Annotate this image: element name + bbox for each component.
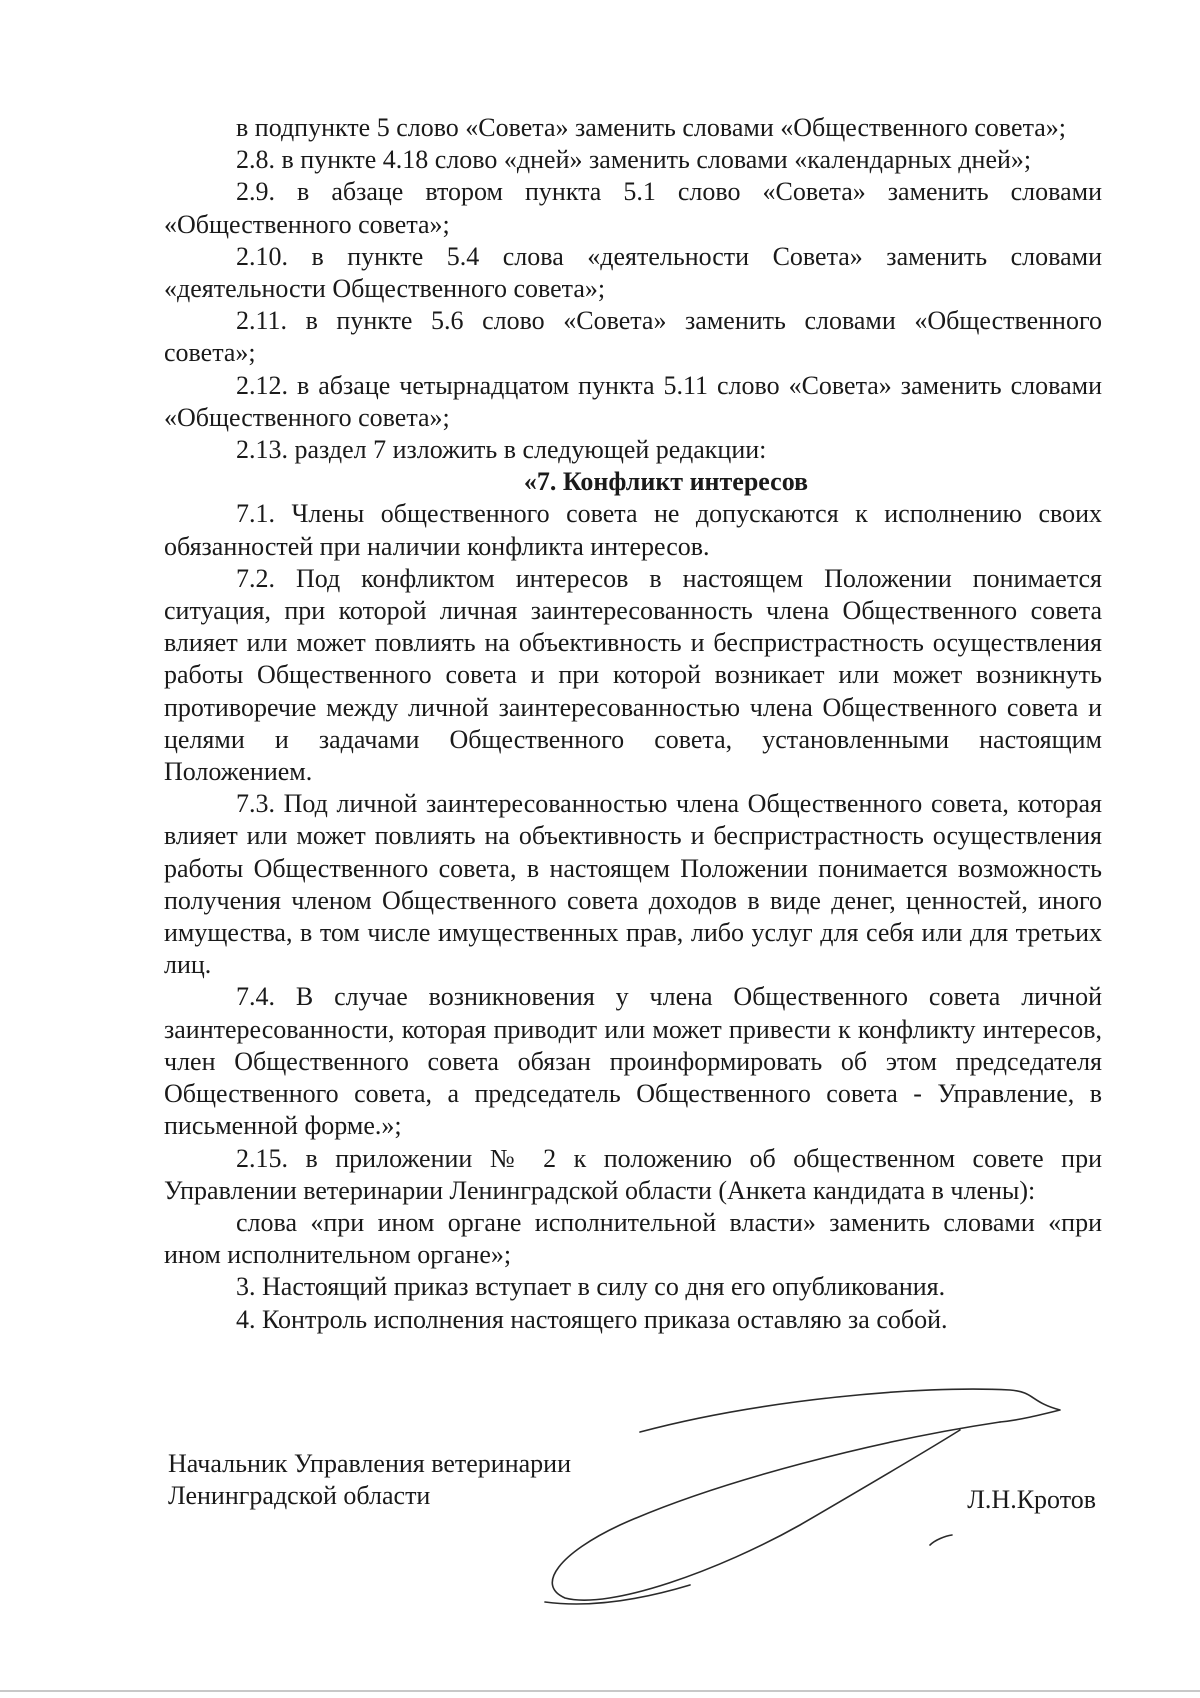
signature-block: [168, 1448, 1108, 1568]
paragraph-3: 3. Настоящий приказ вступает в силу со дня его опубликования.: [236, 1272, 946, 1302]
paragraph-7-4: 7.4. В случае возникновения у члена Общественного совета личной заинтересованности, которая приводит или может привести к конфликту интересов, член Общественного совета обязан проинформировать об этом председателя Общественного совета, а председатель Общественного совета - Управление, в письменной форме.»;: [164, 982, 1102, 1141]
signatory-title: [168, 1448, 571, 1512]
paragraph-2-11: 2.11. в пункте 5.6 слово «Совета» заменить словами «Общественного совета»;: [164, 306, 1102, 368]
paragraph-2-9: 2.9. в абзаце втором пункта 5.1 слово «Совета» заменить словами «Общественного совета»;: [164, 177, 1102, 239]
signatory-name: Л.Н.Кротов: [967, 1485, 1096, 1514]
paragraph-2-12: 2.12. в абзаце четырнадцатом пункта 5.11 слово «Совета» заменить словами «Общественного совета»;: [164, 370, 1102, 432]
signatory-title-line-1: Начальник Управления ветеринарии: [168, 1449, 571, 1478]
paragraph-subitem-5: в подпункте 5 слово «Совета» заменить словами «Общественного совета»;: [236, 113, 1067, 142]
paragraph-4: 4. Контроль исполнения настоящего приказа оставляю за собой.: [236, 1304, 948, 1334]
paragraph-7-3: 7.3. Под личной заинтересованностью члена Общественного совета, которая влияет или может повлиять на объективность и беспристрастность осуществления работы Общественного совета, в настоящем Положении понимается возможность получения членом Общественного совета доходов в виде денег, ценностей, иного имущества, в том числе имущественных прав, либо услуг для себя или для третьих лиц.: [164, 789, 1102, 980]
paragraph-2-8: 2.8. в пункте 4.18 слово «дней» заменить словами «календарных дней»;: [236, 145, 1032, 175]
paragraph-2-13: 2.13. раздел 7 изложить в следующей редакции:: [236, 435, 767, 465]
paragraph-7-2: 7.2. Под конфликтом интересов в настоящем Положении понимается ситуация, при которой личная заинтересованность члена Общественного совета влияет или может повлиять на объективность и беспристрастность осуществления работы Общественного совета и при которой возникает или может возникнуть противоречие между личной заинтересованностью члена Общественного совета и целями и задачами Общественного совета, установленными настоящим Положением.: [164, 563, 1102, 787]
document-body: [164, 112, 1102, 1336]
paragraph-7-1: 7.1. Члены общественного совета не допускаются к исполнению своих обязанностей при наличии конфликта интересов.: [164, 499, 1102, 561]
signature-stroke-3: [545, 1585, 690, 1604]
section-heading: «7. Конфликт интересов: [523, 467, 809, 497]
paragraph-2-10: 2.10. в пункте 5.4 слова «деятельности Совета» заменить словами «деятельности Общественного совета»;: [164, 241, 1102, 304]
signatory-title-line-2: Ленинградской области: [168, 1481, 431, 1510]
paragraph-replacement-words: слова «при ином органе исполнительной власти» заменить словами «при ином исполнительном органе»;: [164, 1207, 1102, 1270]
signature-stroke-1: [640, 1389, 1060, 1432]
paragraph-2-15: 2.15. в приложении № 2 к положению об общественном совете при Управлении ветеринарии Ленинградской области (Анкета кандидата в члены):: [164, 1143, 1102, 1205]
page-bottom-edge: [0, 1690, 1200, 1692]
